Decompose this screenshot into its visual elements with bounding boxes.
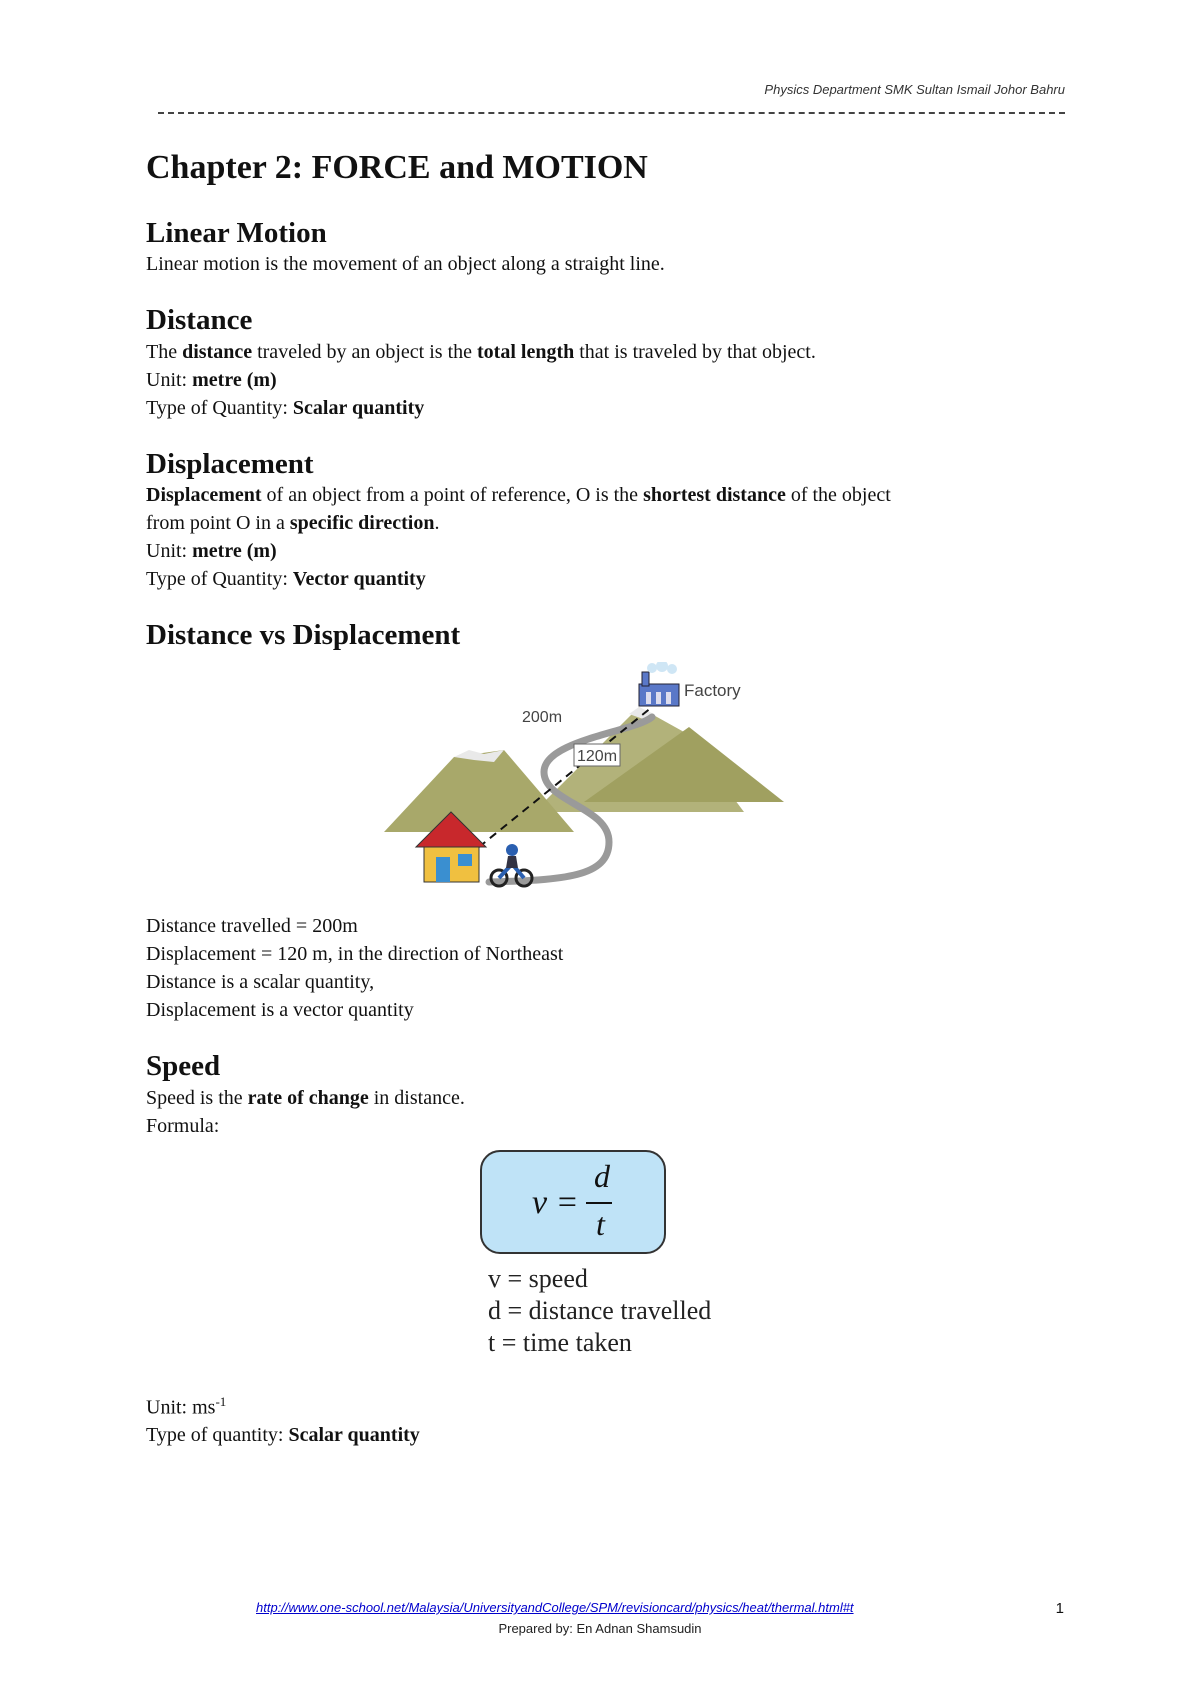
footer-url-link[interactable]: http://www.one-school.net/Malaysia/UniversityandCollege/SPM/revisioncard/physics/heat/thermal.html#t [256, 1600, 854, 1615]
page-number: 1 [1055, 1600, 1064, 1617]
comparison-line: Distance is a scalar quantity, [146, 971, 375, 994]
displacement-label: 120m [577, 748, 618, 766]
formula-lhs: v = [532, 1183, 579, 1221]
section-linear-motion [146, 217, 1066, 278]
displacement-definition: Displacement of an object from a point of reference, O is the shortest distance of the object [146, 484, 891, 507]
factory-label: Factory [684, 681, 741, 701]
speed-unit: Unit: $ms^{-1}$ [146, 1393, 227, 1419]
section-heading: Speed [146, 1050, 221, 1083]
distance-definition: The distance traveled by an object is the total length that is traveled by that object. [146, 340, 816, 363]
formula-label: Formula: [146, 1114, 220, 1137]
distance-label: 200m [522, 709, 563, 727]
distance-quantity-type: Type of Quantity: Scalar quantity [146, 396, 425, 419]
comparison-line: Displacement is a vector quantity [146, 999, 414, 1022]
formula-legend-item: d = distance travelled [488, 1295, 712, 1325]
road-illustration [384, 662, 804, 902]
factory-icon [639, 662, 679, 706]
main-content [146, 148, 1066, 1449]
fraction-bar [586, 1202, 612, 1204]
page-header: Physics Department SMK Sultan Ismail Johor Bahru [764, 82, 1065, 97]
distance-unit: Unit: metre (m) [146, 368, 277, 391]
speed-formula-figure [146, 1150, 1066, 1388]
formula-legend-item: v = speed [488, 1263, 588, 1293]
formula-box [480, 1150, 666, 1254]
chapter-title: Chapter 2: FORCE and MOTION [146, 149, 648, 186]
formula-legend-item: t = time taken [488, 1327, 632, 1357]
comparison-line: Displacement = 120 m, in the direction of Northeast [146, 943, 564, 966]
distance-displacement-figure [146, 662, 1066, 912]
formula-denominator: t [596, 1205, 605, 1242]
section-heading: Distance [146, 304, 253, 337]
linear-motion-definition: Linear motion is the movement of an object along a straight line. [146, 253, 665, 276]
displacement-unit: Unit: metre (m) [146, 540, 277, 563]
section-displacement [146, 448, 1066, 593]
section-distance-vs-displacement [146, 619, 1066, 1024]
displacement-definition-cont: from point O in a specific direction. [146, 512, 440, 535]
section-heading: Linear Motion [146, 217, 327, 250]
speed-quantity-type: Type of quantity: Scalar quantity [146, 1424, 420, 1447]
comparison-line: Distance travelled = 200m [146, 915, 358, 938]
section-heading: Displacement [146, 447, 314, 480]
speed-definition: Speed is the rate of change in distance. [146, 1086, 465, 1109]
section-heading: Distance vs Displacement [146, 619, 461, 652]
formula-numerator: d [594, 1157, 610, 1194]
section-speed [146, 1050, 1066, 1449]
footer-prepared-by: Prepared by: En Adnan Shamsudin [498, 1621, 702, 1636]
displacement-quantity-type: Type of Quantity: Vector quantity [146, 568, 426, 591]
section-distance [146, 304, 1066, 421]
header-divider [158, 112, 1065, 114]
